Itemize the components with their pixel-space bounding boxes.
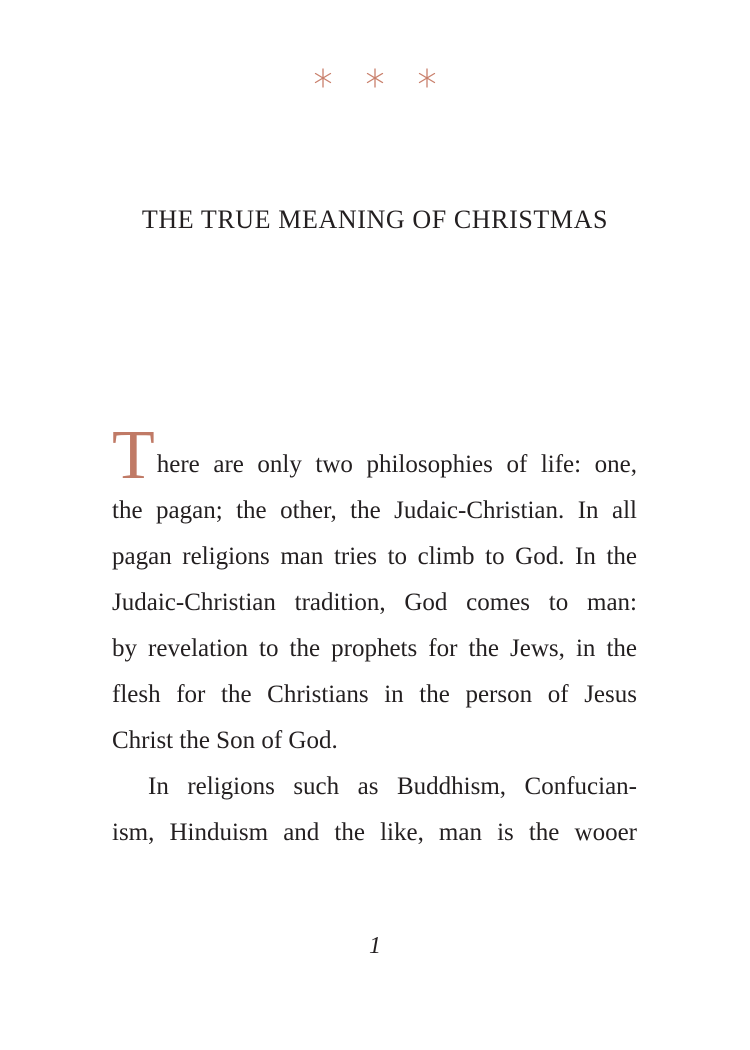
text-line: by revelation to the prophets for the Jews, in the [112,635,637,662]
text-line: ism, Hinduism and the like, man is the wooer [112,819,637,846]
text-line: here are only two philosophies of life: one, [156,451,637,478]
ornament-divider [0,66,750,100]
chapter-title: THE TRUE MEANING OF CHRISTMAS [141,205,609,234]
body-text [112,417,637,856]
text-line: the pagan; the other, the Judaic-Christian. In all [112,497,637,524]
asterisk-star-icon [415,66,439,90]
asterisk-star-icon [363,66,387,90]
text-line: In religions such as Buddhism, Confucian- [148,773,637,800]
text-line: pagan religions man tries to climb to God. In the [112,543,637,570]
drop-cap: T [112,417,155,494]
text-line: Judaic-Christian tradition, God comes to man: [112,589,637,616]
asterisk-star-icon [311,66,335,90]
text-line: flesh for the Christians in the person of Jesus [112,681,637,708]
paragraph-first-line [112,417,637,494]
text-line: Christ the Son of God. [112,727,338,754]
page-number: 1 [369,933,381,959]
